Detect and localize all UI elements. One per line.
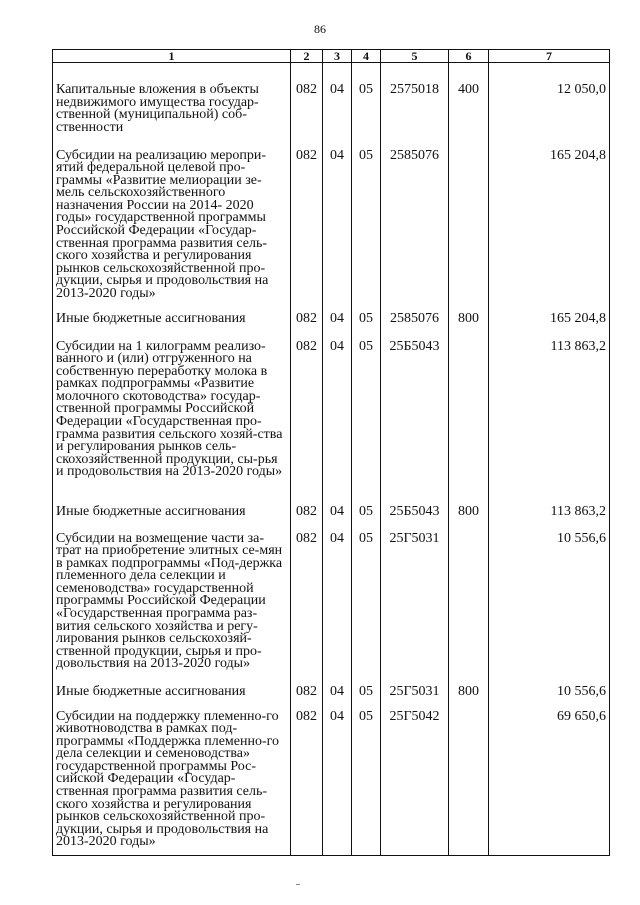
row-description: Субсидии на 1 килограмм реализо-ванного и (или) отгруженного на собственную переработку молока в рамках подпрограммы «Развитие молочного скотоводства» государ-ственной программы Российской Федерации «Государственная про-грамма развития сельского хозяй-ства и регулирования рынков сель-скохозяйственной продукции, сы-рья и продовольствия на 2013-2020 годы» xyxy=(53,334,291,500)
target-article-code: 25Б5043 xyxy=(381,334,449,500)
expense-type-code: 800 xyxy=(449,307,489,334)
amount: 113 863,2 xyxy=(489,334,610,500)
scan-mark xyxy=(296,884,300,885)
table-row xyxy=(53,334,610,500)
subsection-code: 05 xyxy=(352,138,381,307)
row-description: Субсидии на реализацию меропри-ятий федеральной целевой про-граммы «Развитие мелиорации зе-мель сельскохозяйственного назначения России на 2014- 2020 годы» государственной программы Российской Федерации «Государ-ственная программа развития сель-ского хозяйства и регулирования рынков сельскохозяйственной про-дукции, сырья и продовольствия на 2013-2020 годы» xyxy=(53,138,291,307)
target-article-code: 25Г5031 xyxy=(381,527,449,679)
table-row xyxy=(53,706,610,856)
table-row xyxy=(53,527,610,679)
column-header-5: 5 xyxy=(381,50,449,63)
section-code: 04 xyxy=(323,307,352,334)
row-description: Субсидии на поддержку племенно-го животноводства в рамках под-программы «Поддержка племенно-го дела селекции и семеноводства» государственной программы Рос-сийской Федерации «Государ-ственная программа развития сель-ского хозяйства и регулирования рынков сельскохозяйственной про-дукции, сырья и продовольствия на 2013-2020 годы» xyxy=(53,706,291,856)
amount: 10 556,6 xyxy=(489,527,610,679)
section-code: 04 xyxy=(323,63,352,138)
row-description: Иные бюджетные ассигнования xyxy=(53,307,291,334)
target-article-code: 25Б5043 xyxy=(381,500,449,527)
row-description: Иные бюджетные ассигнования xyxy=(53,500,291,527)
column-header-4: 4 xyxy=(352,50,381,63)
subsection-code: 05 xyxy=(352,334,381,500)
expense-type-code: 800 xyxy=(449,679,489,706)
amount: 165 204,8 xyxy=(489,307,610,334)
amount: 165 204,8 xyxy=(489,138,610,307)
expense-type-code: 400 xyxy=(449,63,489,138)
amount: 12 050,0 xyxy=(489,63,610,138)
ministry-code: 082 xyxy=(291,706,323,856)
target-article-code: 25Г5042 xyxy=(381,706,449,856)
row-description: Капитальные вложения в объекты недвижимого имущества государ-ственной (муниципальной) соб-ственности xyxy=(53,63,291,138)
amount: 69 650,6 xyxy=(489,706,610,856)
expense-type-code xyxy=(449,527,489,679)
ministry-code: 082 xyxy=(291,500,323,527)
column-header-7: 7 xyxy=(489,50,610,63)
table-row xyxy=(53,500,610,527)
section-code: 04 xyxy=(323,706,352,856)
table-header-row xyxy=(53,50,610,63)
expense-type-code xyxy=(449,138,489,307)
section-code: 04 xyxy=(323,500,352,527)
section-code: 04 xyxy=(323,138,352,307)
amount: 113 863,2 xyxy=(489,500,610,527)
expense-type-code xyxy=(449,334,489,500)
ministry-code: 082 xyxy=(291,138,323,307)
amount: 10 556,6 xyxy=(489,679,610,706)
row-description: Иные бюджетные ассигнования xyxy=(53,679,291,706)
ministry-code: 082 xyxy=(291,334,323,500)
column-header-3: 3 xyxy=(323,50,352,63)
subsection-code: 05 xyxy=(352,527,381,679)
ministry-code: 082 xyxy=(291,307,323,334)
subsection-code: 05 xyxy=(352,307,381,334)
table-row xyxy=(53,63,610,138)
subsection-code: 05 xyxy=(352,500,381,527)
section-code: 04 xyxy=(323,679,352,706)
column-header-6: 6 xyxy=(449,50,489,63)
section-code: 04 xyxy=(323,334,352,500)
budget-table xyxy=(52,49,610,856)
ministry-code: 082 xyxy=(291,63,323,138)
ministry-code: 082 xyxy=(291,679,323,706)
ministry-code: 082 xyxy=(291,527,323,679)
section-code: 04 xyxy=(323,527,352,679)
target-article-code: 2575018 xyxy=(381,63,449,138)
target-article-code: 2585076 xyxy=(381,307,449,334)
expense-type-code xyxy=(449,706,489,856)
row-description: Субсидии на возмещение части за-трат на приобретение элитных се-мян в рамках подпрограммы «Под-держка племенного дела селекции и семеноводства» государственной программы Российской Федерации «Государственная программа раз-вития сельского хозяйства и регу-лирования рынков сельскохозяй-ственной продукции, сырья и про-довольствия на 2013-2020 годы» xyxy=(53,527,291,679)
subsection-code: 05 xyxy=(352,706,381,856)
table-row xyxy=(53,307,610,334)
subsection-code: 05 xyxy=(352,679,381,706)
expense-type-code: 800 xyxy=(449,500,489,527)
column-header-1: 1 xyxy=(53,50,291,63)
table-row xyxy=(53,138,610,307)
column-header-2: 2 xyxy=(291,50,323,63)
table-row xyxy=(53,679,610,706)
target-article-code: 25Г5031 xyxy=(381,679,449,706)
page-number: 86 xyxy=(314,22,326,36)
subsection-code: 05 xyxy=(352,63,381,138)
target-article-code: 2585076 xyxy=(381,138,449,307)
